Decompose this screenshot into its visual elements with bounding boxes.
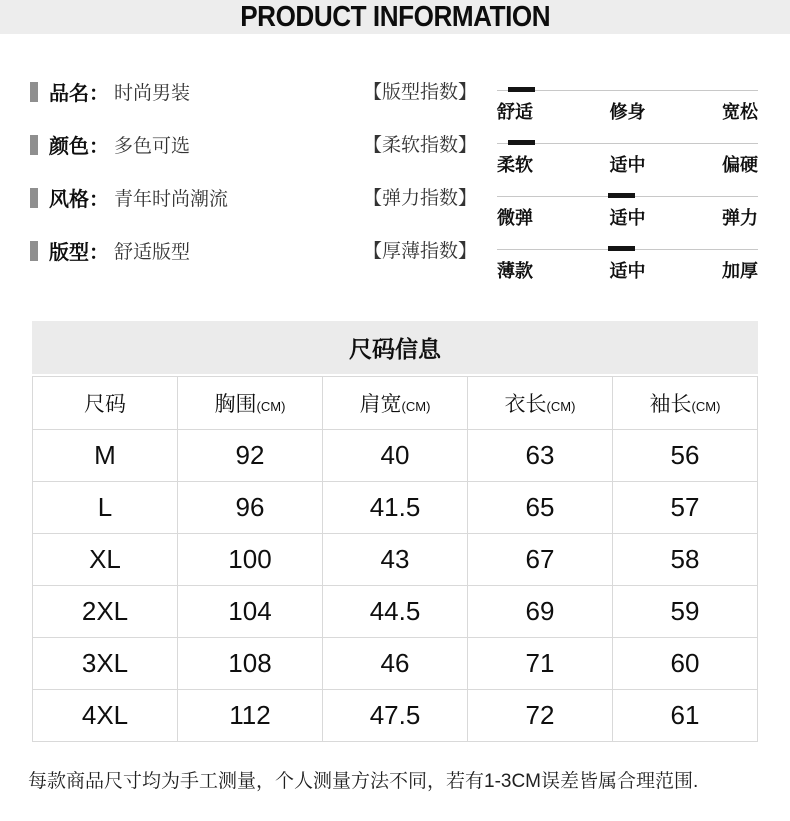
- attribute-label: 品名：: [49, 83, 109, 105]
- index-level-label: 微弹: [497, 208, 533, 228]
- size-table-row: [33, 534, 758, 586]
- page-title: PRODUCT INFORMATION: [240, 1, 550, 33]
- product-attributes-section: [0, 34, 790, 281]
- size-table-row: [33, 690, 758, 742]
- size-table-column-header: [323, 377, 468, 430]
- measurement-cell: 41.5: [323, 482, 468, 534]
- attribute-list: [30, 65, 360, 277]
- attribute-row: [30, 224, 360, 277]
- size-cell: 3XL: [33, 638, 178, 690]
- column-label: 袖长: [649, 393, 692, 416]
- index-level-label: 修身: [609, 102, 646, 122]
- measurement-cell: 67: [468, 534, 613, 586]
- index-row: [360, 171, 758, 228]
- measurement-cell: 71: [468, 638, 613, 690]
- index-level-label: 柔软: [497, 155, 533, 175]
- size-cell: XL: [33, 534, 178, 586]
- index-row: [360, 65, 758, 122]
- size-table: [32, 376, 758, 742]
- column-label: 尺码: [84, 393, 126, 416]
- index-row: [360, 224, 758, 281]
- attribute-value: 舒适版型: [114, 242, 191, 263]
- index-level-label: 加厚: [722, 261, 758, 281]
- index-level-label: 偏硬: [722, 155, 758, 175]
- measurement-cell: 96: [178, 482, 323, 534]
- measurement-cell: 46: [323, 638, 468, 690]
- attribute-accent-bar-icon: [30, 135, 38, 155]
- index-slider-list: [360, 65, 758, 281]
- index-name: 【厚薄指数】: [363, 241, 478, 262]
- measurement-cell: 108: [178, 638, 323, 690]
- index-level-label: 薄款: [497, 261, 533, 281]
- measurement-cell: 61: [613, 690, 758, 742]
- measurement-cell: 72: [468, 690, 613, 742]
- index-level-label: 适中: [609, 155, 646, 175]
- size-table-column-header: [613, 377, 758, 430]
- index-name: 【柔软指数】: [363, 135, 478, 156]
- attribute-label: 风格：: [49, 189, 109, 211]
- size-table-title: 尺码信息: [32, 321, 758, 374]
- attribute-accent-bar-icon: [30, 82, 38, 102]
- measurement-cell: 65: [468, 482, 613, 534]
- column-unit: (CM): [401, 399, 431, 414]
- measurement-cell: 60: [613, 638, 758, 690]
- index-slider-marker-icon: [508, 140, 535, 145]
- index-level-label: 适中: [609, 261, 646, 281]
- column-unit: (CM): [691, 399, 721, 414]
- size-table-row: [33, 430, 758, 482]
- measurement-cell: 56: [613, 430, 758, 482]
- index-level-label: 宽松: [722, 102, 758, 122]
- attribute-accent-bar-icon: [30, 241, 38, 261]
- index-slider-track: [497, 196, 758, 197]
- index-slider-track: [497, 143, 758, 144]
- index-level-label: 弹力: [722, 208, 758, 228]
- attribute-label: 颜色：: [49, 136, 109, 158]
- measurement-cell: 112: [178, 690, 323, 742]
- attribute-row: [30, 65, 360, 118]
- size-table-column-header: [33, 377, 178, 430]
- measurement-cell: 58: [613, 534, 758, 586]
- column-label: 衣长: [504, 393, 547, 416]
- index-name: 【版型指数】: [363, 82, 478, 103]
- measurement-cell: 43: [323, 534, 468, 586]
- measurement-cell: 59: [613, 586, 758, 638]
- index-slider: [497, 249, 758, 283]
- index-slider-marker-icon: [608, 193, 635, 198]
- index-level-labels: [497, 257, 758, 283]
- index-name: 【弹力指数】: [363, 188, 478, 209]
- measurement-cell: 40: [323, 430, 468, 482]
- measurement-cell: 104: [178, 586, 323, 638]
- column-unit: (CM): [546, 399, 576, 414]
- page-header: [0, 0, 790, 34]
- size-table-column-header: [178, 377, 323, 430]
- size-cell: 4XL: [33, 690, 178, 742]
- attribute-row: [30, 118, 360, 171]
- attribute-row: [30, 171, 360, 224]
- measurement-cell: 63: [468, 430, 613, 482]
- column-label: 胸围: [214, 393, 257, 416]
- measurement-cell: 47.5: [323, 690, 468, 742]
- index-level-label: 舒适: [497, 102, 533, 122]
- size-table-row: [33, 482, 758, 534]
- size-cell: M: [33, 430, 178, 482]
- column-label: 肩宽: [359, 393, 402, 416]
- measurement-cell: 57: [613, 482, 758, 534]
- size-table-body: [33, 430, 758, 742]
- size-info-section: [32, 321, 758, 742]
- size-cell: L: [33, 482, 178, 534]
- index-level-label: 适中: [609, 208, 646, 228]
- attribute-value: 多色可选: [114, 136, 191, 157]
- measurement-cell: 69: [468, 586, 613, 638]
- measurement-cell: 100: [178, 534, 323, 586]
- index-slider-track: [497, 249, 758, 250]
- size-table-row: [33, 638, 758, 690]
- attribute-label: 版型：: [49, 242, 109, 264]
- size-table-head: [33, 377, 758, 430]
- index-slider-track: [497, 90, 758, 91]
- measurement-cell: 92: [178, 430, 323, 482]
- measurement-cell: 44.5: [323, 586, 468, 638]
- attribute-value: 时尚男装: [114, 83, 191, 104]
- measurement-note: 每款商品尺寸均为手工测量，个人测量方法不同，若有1-3CM误差皆属合理范围.: [28, 771, 699, 792]
- size-table-column-header: [468, 377, 613, 430]
- index-row: [360, 118, 758, 175]
- column-unit: (CM): [256, 399, 286, 414]
- size-table-row: [33, 586, 758, 638]
- size-table-header-row: [33, 377, 758, 430]
- index-slider-marker-icon: [608, 246, 635, 251]
- attribute-value: 青年时尚潮流: [114, 189, 229, 210]
- index-slider-marker-icon: [508, 87, 535, 92]
- attribute-accent-bar-icon: [30, 188, 38, 208]
- size-cell: 2XL: [33, 586, 178, 638]
